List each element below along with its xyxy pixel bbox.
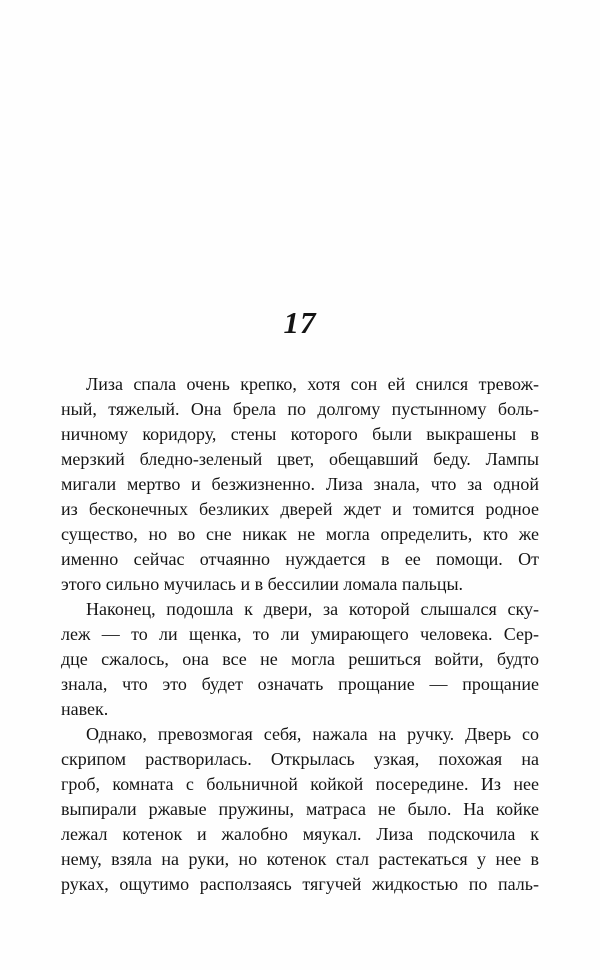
text-block [61,372,539,897]
text-line: навек. [61,699,109,719]
paragraph [61,722,539,897]
paragraph [61,372,539,597]
text-line: ничному коридору, стены которого были выкрашены в [61,424,539,444]
text-line: лежал котенок и жалобно мяукал. Лиза подскочила к [61,824,539,844]
text-line: мерзкий бледно-зеленый цвет, обещавший беду. Лампы [61,449,539,469]
text-line: нему, взяла на руки, но котенок стал растекаться у нее в [61,849,539,869]
text-line: существо, но во сне никак не могла определить, кто же [61,524,539,544]
text-line: Однако, превозмогая себя, нажала на ручку. Дверь со [86,724,539,744]
text-line: Наконец, подошла к двери, за которой слышался ску- [86,599,539,619]
text-line: знала, что это будет означать прощание — прощание [61,674,539,694]
text-line: гроб, комната с больничной койкой посередине. Из нее [61,774,539,794]
text-line: этого сильно мучилась и в бессилии ломала пальцы. [61,574,464,594]
text-line: леж — то ли щенка, то ли умирающего человека. Сер- [61,624,539,644]
text-line: мигали мертво и безжизненно. Лиза знала, что за одной [61,474,539,494]
paragraph [61,597,539,722]
text-line: именно сейчас отчаянно нуждается в ее помощи. От [61,549,539,569]
text-line: выпирали ржавые пружины, матраса не было. На койке [61,799,539,819]
text-line: ный, тяжелый. Она брела по долгому пустынному боль- [61,399,539,419]
text-line: Лиза спала очень крепко, хотя сон ей снился тревож- [86,374,539,394]
text-line: руках, ощутимо расползаясь тягучей жидкостью по паль- [61,874,539,894]
chapter-number: 17 [283,305,317,340]
text-line: скрипом растворилась. Открылась узкая, похожая на [61,749,539,769]
text-line: из бесконечных безликих дверей ждет и томится родное [61,499,539,519]
text-line: дце сжалось, она все не могла решиться войти, будто [61,649,539,669]
